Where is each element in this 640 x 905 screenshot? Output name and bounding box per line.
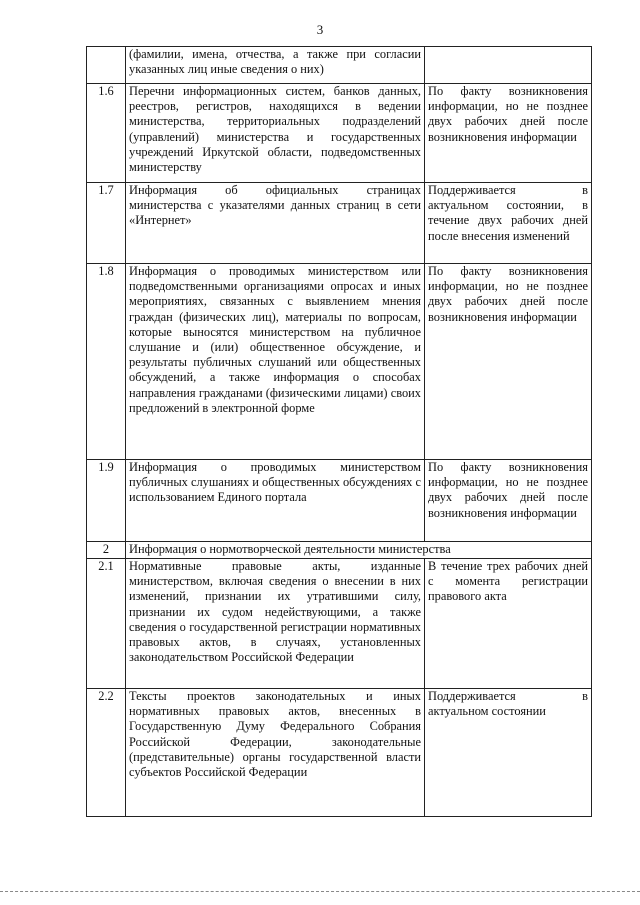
row-number [87,47,126,84]
info-cell: Информация о проводимых министерством или подведомственными организациями опросах и иных мероприятиях, связанных с выявлением мнения граждан (физических лиц), материалы по вопросам, которые выносятся министерством на публичное слушание и (или) общественное обсуждение, и результаты публичных слушаний или общественных обсуждений, а также информация о способах направления гражданами (физическими лицами) своих предложений в электронной форме [126,264,425,460]
information-table [86,46,592,817]
info-cell: Информация о проводимых министерством публичных слушаниях и общественных обсуждениях с использованием Единого портала [126,460,425,542]
page-bottom-edge [0,891,640,892]
info-cell: (фамилии, имена, отчества, а также при согласии указанных лиц иные сведения о них) [126,47,425,84]
table-row [87,559,592,689]
section-row [87,542,592,559]
row-number: 1.6 [87,84,126,183]
info-cell: Информация об официальных страницах министерства с указателями данных страниц в сети «Интернет» [126,183,425,264]
info-cell: Перечни информационных систем, банков данных, реестров, регистров, находящихся в ведении министерства, территориальных подразделений (управлений) министерства и государственных учреждений Иркутской области, подведомственных министерству [126,84,425,183]
row-number: 1.9 [87,460,126,542]
section-number: 2 [87,542,126,559]
term-cell [425,47,592,84]
info-cell: Нормативные правовые акты, изданные министерством, включая сведения о внесении в них изменений, признании их утратившими силу, признании их судом недействующими, а также сведения о государственной регистрации нормативных правовых актов, в случаях, установленных законодательством Российской Федерации [126,559,425,689]
table-row [87,264,592,460]
term-cell: По факту возникновения информации, но не позднее двух рабочих дней после возникновения информации [425,460,592,542]
row-number: 1.8 [87,264,126,460]
section-title: Информация о нормотворческой деятельности министерства [126,542,592,559]
page-number: 3 [316,22,324,37]
term-cell: В течение трех рабочих дней с момента регистрации правового акта [425,559,592,689]
table-row [87,47,592,84]
table-row [87,183,592,264]
table-row [87,689,592,817]
row-number: 2.2 [87,689,126,817]
row-number: 1.7 [87,183,126,264]
table-row [87,84,592,183]
term-cell: По факту возникновения информации, но не позднее двух рабочих дней после возникновения информации [425,264,592,460]
term-cell: Поддерживается в актуальном состоянии, в течение двух рабочих дней после внесения изменений [425,183,592,264]
info-cell: Тексты проектов законодательных и иных нормативных правовых актов, внесенных в Государственную Думу Федерального Собрания Российской Федерации, законодательные (представительные) органы государственной власти субъектов Российской Федерации [126,689,425,817]
table-row [87,460,592,542]
row-number: 2.1 [87,559,126,689]
term-cell: По факту возникновения информации, но не позднее двух рабочих дней после возникновения информации [425,84,592,183]
term-cell: Поддерживается в актуальном состоянии [425,689,592,817]
